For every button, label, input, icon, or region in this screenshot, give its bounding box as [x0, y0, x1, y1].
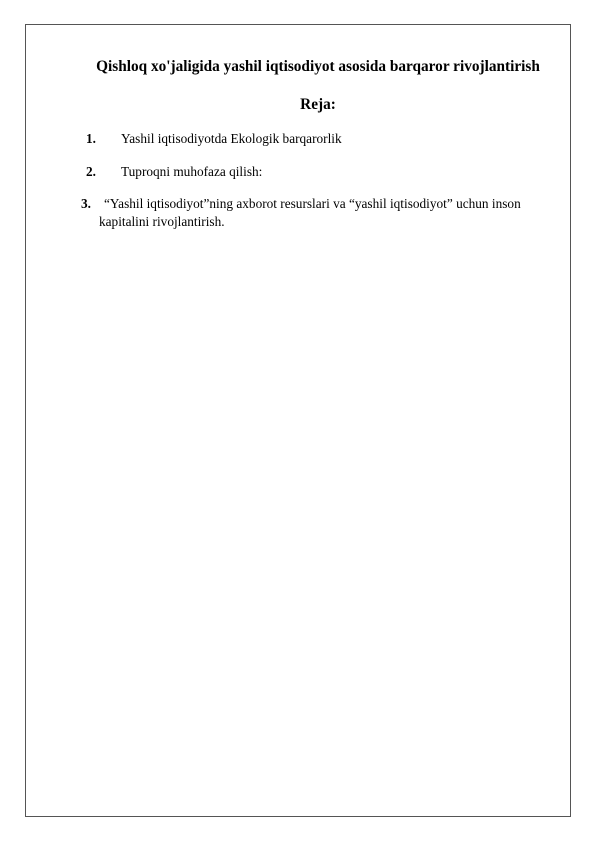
list-item-text-2: Tuproqni muhofaza qilish:	[121, 164, 263, 179]
plan-heading: Reja:	[300, 96, 336, 113]
list-item-number-2: 2.	[86, 164, 96, 179]
document-title: Qishloq xo'jaligida yashil iqtisodiyot asosida barqaror rivojlantirish	[96, 58, 540, 75]
list-item-text-3: “Yashil iqtisodiyot”ning axborot resurslari va “yashil iqtisodiyot” uchun inson	[104, 196, 521, 211]
list-item-text-1: Yashil iqtisodiyotda Ekologik barqarorlik	[121, 131, 342, 146]
list-item-number-3: 3.	[81, 196, 91, 211]
list-item-text-3-continued: kapitalini rivojlantirish.	[99, 214, 225, 229]
list-item-number-1: 1.	[86, 131, 96, 146]
